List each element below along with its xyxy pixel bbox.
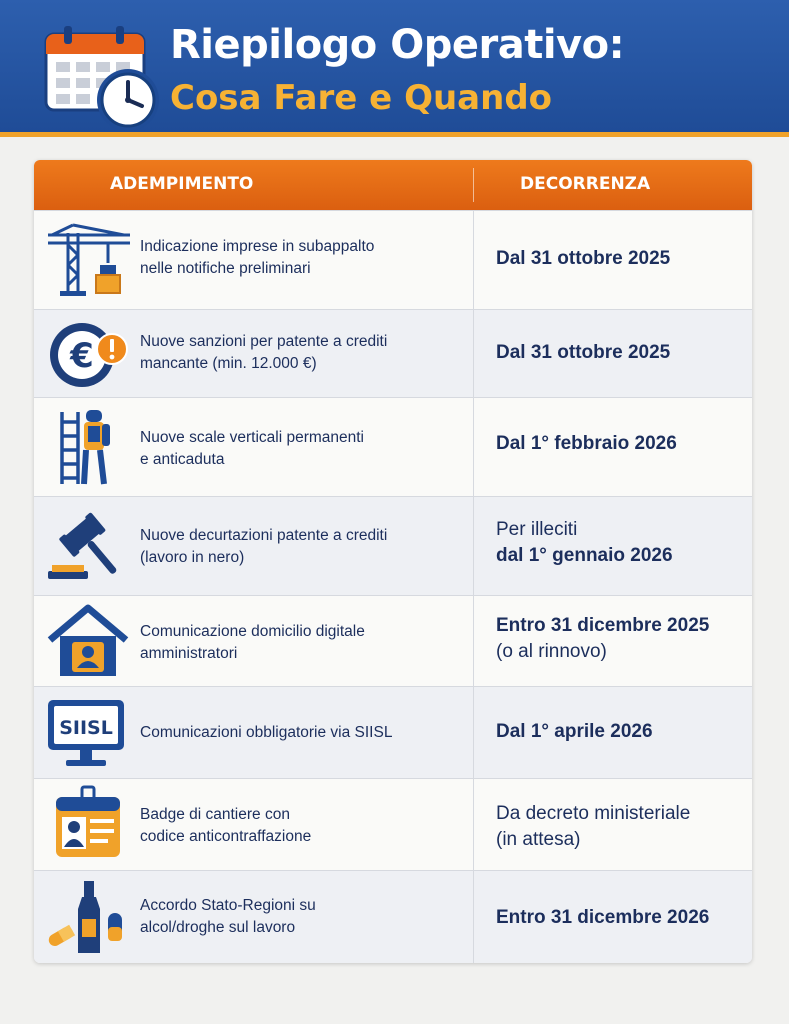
page-title: Riepilogo Operativo:	[170, 22, 625, 68]
obligations-table	[34, 160, 752, 963]
page-subtitle: Cosa Fare e Quando	[170, 78, 553, 118]
column-header-decorrenza: DECORRENZA	[520, 174, 651, 194]
item-text: Comunicazioni obbligatorie via SIISL	[140, 724, 393, 741]
item-text: Nuove scale verticali permanenti e anticaduta	[140, 429, 364, 468]
column-divider	[473, 779, 474, 870]
column-divider	[473, 168, 474, 202]
table-row	[34, 686, 752, 778]
column-divider	[473, 497, 474, 595]
table-row	[34, 778, 752, 870]
house-user-icon	[44, 602, 132, 680]
item-text: Indicazione imprese in subappalto nelle notifiche preliminari	[140, 238, 375, 277]
item-text: Nuove decurtazioni patente a crediti (lavoro in nero)	[140, 527, 388, 566]
date-text: Dal 1° aprile 2026	[496, 721, 653, 742]
bottle-pills-icon	[44, 879, 132, 957]
table-row	[34, 870, 752, 963]
header-banner	[0, 0, 789, 137]
column-divider	[473, 310, 474, 397]
table-row	[34, 309, 752, 397]
monitor-siisl-icon	[44, 694, 132, 772]
gavel-icon	[44, 509, 132, 587]
column-divider	[473, 211, 474, 309]
date-text: Entro 31 dicembre 2025 (o al rinnovo)	[496, 615, 710, 662]
item-text: Accordo Stato-Regioni su alcol/droghe sul lavoro	[140, 897, 316, 936]
date-text: Dal 1° febbraio 2026	[496, 433, 677, 454]
date-text: Per illeciti dal 1° gennaio 2026	[496, 519, 673, 566]
svg-text:€: €	[70, 336, 94, 376]
date-text: Dal 31 ottobre 2025	[496, 342, 671, 363]
column-header-adempimento: ADEMPIMENTO	[110, 174, 254, 194]
svg-text:SIISL: SIISL	[59, 717, 113, 739]
ladder-worker-icon	[44, 408, 132, 486]
calendar-clock-icon	[44, 26, 164, 134]
table-header	[34, 160, 752, 210]
table-row	[34, 397, 752, 496]
column-divider	[473, 596, 474, 686]
date-text: Da decreto ministeriale (in attesa)	[496, 803, 691, 850]
table-row	[34, 595, 752, 686]
column-divider	[473, 687, 474, 778]
item-text: Nuove sanzioni per patente a crediti mancante (min. 12.000 €)	[140, 333, 388, 372]
column-divider	[473, 871, 474, 963]
item-text: Comunicazione domicilio digitale amministratori	[140, 623, 365, 662]
column-divider	[473, 398, 474, 496]
table-row	[34, 210, 752, 309]
id-badge-icon	[44, 785, 132, 863]
date-text: Entro 31 dicembre 2026	[496, 907, 710, 928]
construction-crane-icon	[44, 221, 132, 299]
euro-warning-icon	[44, 315, 132, 393]
table-row	[34, 496, 752, 595]
date-text: Dal 31 ottobre 2025	[496, 248, 671, 269]
item-text: Badge di cantiere con codice anticontraffazione	[140, 806, 312, 845]
